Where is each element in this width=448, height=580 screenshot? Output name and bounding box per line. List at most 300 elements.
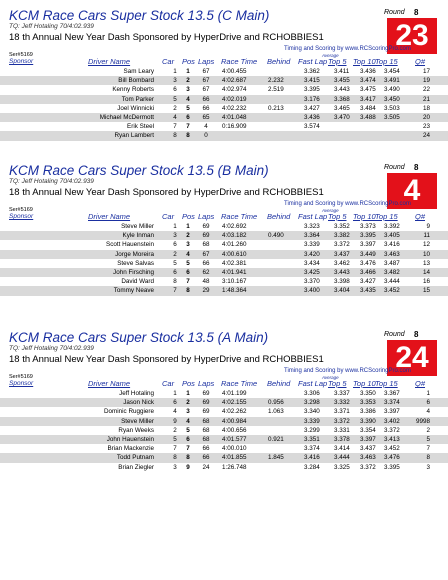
top10-average: 3.397 [360,435,376,443]
position: 3 [186,408,190,416]
car-number: 6 [173,399,177,407]
position: 2 [186,399,190,407]
results-table [0,389,448,472]
fast-lap: 3.574 [304,123,320,131]
fast-lap: 3.362 [304,68,320,75]
results-table [0,222,448,296]
race-time: 4:02.687 [222,77,247,85]
qualifying-position: 15 [422,287,430,295]
table-row [0,104,448,113]
table-row [0,444,448,453]
table-row [0,435,448,444]
laps: 68 [202,417,210,425]
race-time: 4:01.855 [222,454,247,462]
top10-average: 3.386 [360,408,376,416]
laps: 66 [202,445,210,453]
top10-average: 3.476 [360,259,376,267]
top15-average: 3.452 [384,445,400,453]
behind: 1.063 [268,408,284,416]
qualifying-position: 7 [426,445,430,453]
header-fast-lap: Fast Lap [298,212,328,221]
driver-name: Scott Hauenstein [106,241,154,249]
timing-credit-link[interactable]: Timing and Scoring by www.RCScoringPro.com [284,46,411,52]
table-row [0,286,448,295]
header-top15: Top 15 [375,212,398,221]
results-table [0,67,448,141]
car-number: 4 [173,408,177,416]
top10-average: 3.395 [360,232,376,240]
top5-average: 3.470 [334,113,350,121]
fast-lap: 3.370 [304,278,320,286]
laps: 62 [202,268,210,276]
laps: 69 [202,390,210,397]
header-fast-lap: Fast Lap [298,379,328,388]
car-number: 5 [173,95,177,103]
laps: 48 [202,278,210,286]
top15-average: 3.402 [384,417,400,425]
behind: 0.956 [268,399,284,407]
top15-average: 3.416 [384,241,400,249]
top15-average: 3.372 [384,426,400,434]
race-section [0,8,448,168]
top10-average: 3.463 [360,454,376,462]
race-time: 4:00.610 [222,250,247,258]
table-row [0,122,448,131]
driver-name: Steve Miller [121,417,154,425]
car-number: 2 [173,104,177,112]
qualifying-position: 10 [422,250,430,258]
heat-number-badge: 23 [387,18,437,54]
qualifying-position: 9 [426,223,430,230]
header-race-time: Race Time [221,212,258,221]
laps: 66 [202,95,210,103]
position: 4 [186,417,190,425]
qualifying-position: 24 [422,132,430,140]
race-time: 1:26.748 [222,463,247,471]
table-row [0,277,448,286]
top10-average: 3.437 [360,445,376,453]
header-top5: Top 5 [328,212,347,221]
car-number: 9 [173,417,177,425]
top15-average: 3.476 [384,454,400,462]
race-time: 4:02.019 [222,95,247,103]
position: 7 [186,445,190,453]
fast-lap: 3.395 [304,86,320,94]
position: 4 [186,250,190,258]
top15-average: 3.490 [384,86,400,94]
table-row [0,95,448,104]
top15-average: 3.450 [384,95,400,103]
round-label: Round [384,164,405,171]
position: 1 [186,223,190,230]
top10-average: 3.417 [360,95,376,103]
laps: 67 [202,77,210,85]
header-sponsor: Sponsor [9,58,34,65]
laps: 68 [202,435,210,443]
top5-average: 3.331 [334,426,350,434]
top5-average: 3.444 [334,454,350,462]
qualifying-position: 6 [426,399,430,407]
top10-average: 3.484 [360,104,376,112]
laps: 0 [204,132,208,140]
race-time: 4:03.182 [222,232,247,240]
race-section [0,330,448,570]
car-number: 3 [173,463,177,471]
header-driver: Driver Name [88,57,131,66]
table-row [0,85,448,94]
race-time: 4:02.381 [222,259,247,267]
driver-name: Dominic Ruggiere [103,408,154,416]
top15-average: 3.374 [384,399,400,407]
car-number: 3 [173,232,177,240]
position: 1 [186,390,190,397]
top5-average: 3.382 [334,232,350,240]
timing-credit-link[interactable]: Timing and Scoring by www.RCScoringPro.com [284,201,411,207]
qualifying-position: 8 [426,454,430,462]
header-q: Q# [415,57,426,66]
table-row [0,463,448,472]
qualifying-position: 20 [422,113,430,121]
round-label: Round [384,9,405,16]
fast-lap: 3.339 [304,417,320,425]
driver-name: Brian Ziegler [118,463,154,471]
top10-average: 3.436 [360,68,376,75]
top15-average: 3.487 [384,259,400,267]
fast-lap: 3.434 [304,259,320,267]
qualifying-position: 14 [422,268,430,276]
driver-name: Joel Winnicki [117,104,154,112]
car-number: 2 [173,250,177,258]
laps: 67 [202,68,210,75]
header-top15: Top 15 [375,57,398,66]
top10-average: 3.449 [360,250,376,258]
table-row [0,76,448,85]
car-number: 6 [173,86,177,94]
header-race-time: Race Time [221,57,258,66]
qualifying-position: 23 [422,123,430,131]
top5-average: 3.398 [334,278,350,286]
round-number: 8 [414,330,419,339]
header-laps: Laps [198,57,215,66]
car-number: 2 [173,426,177,434]
table-row [0,131,448,140]
top10-average: 3.474 [360,77,376,85]
header-top10: Top 10 [353,57,376,66]
top15-average: 3.405 [384,232,400,240]
qualifying-position: 13 [422,259,430,267]
race-time: 4:00.984 [222,417,247,425]
laps: 69 [202,408,210,416]
car-number: 7 [173,445,177,453]
top15-average: 3.397 [384,408,400,416]
position: 6 [186,113,190,121]
header-top10: Top 10 [353,379,376,388]
fast-lap: 3.298 [304,399,320,407]
header-sponsor: Sponsor [9,380,34,387]
driver-name: Kyle Inman [122,232,154,240]
top5-average: 3.368 [334,95,350,103]
header-laps: Laps [198,212,215,221]
position: 2 [186,77,190,85]
car-number: 3 [173,77,177,85]
top5-average: 3.414 [334,445,350,453]
behind: 0.921 [268,435,284,443]
race-time: 0:16.909 [222,123,247,131]
laps: 66 [202,259,210,267]
fast-lap: 3.351 [304,435,320,443]
position: 4 [186,95,190,103]
header-car: Car [162,57,175,66]
car-number: 1 [173,223,177,230]
event-name: 18 th Annual New Year Dash Sponsored by HyperDrive and RCHOBBIES1 [9,32,324,43]
car-number: 7 [173,287,177,295]
round-label: Round [384,331,405,338]
position: 8 [186,454,190,462]
fast-lap: 3.416 [304,454,320,462]
top15-average: 3.392 [384,223,400,230]
laps: 66 [202,454,210,462]
table-row [0,222,448,231]
serial-number: Ser#5169 [9,52,33,58]
header-car: Car [162,212,175,221]
header-car: Car [162,379,175,388]
behind: 1.845 [268,454,284,462]
qualifying-position: 18 [422,104,430,112]
table-row [0,231,448,240]
top10-average: 3.354 [360,426,376,434]
race-time: 4:02.155 [222,399,247,407]
top5-average: 3.462 [334,259,350,267]
serial-number: Ser#5169 [9,207,33,213]
round-number: 8 [414,8,419,17]
qualifying-position: 3 [426,463,430,471]
top5-average: 3.352 [334,223,350,230]
fast-lap: 3.400 [304,287,320,295]
top15-average: 3.463 [384,250,400,258]
race-time: 4:02.974 [222,86,247,94]
qualifying-position: 22 [422,86,430,94]
top10-average: 3.373 [360,223,376,230]
behind: 2.519 [268,86,284,94]
laps: 4 [204,123,208,131]
race-title: KCM Race Cars Super Stock 13.5 (C Main) [9,8,270,23]
fast-lap: 3.425 [304,268,320,276]
qualifying-position: 21 [422,95,430,103]
position: 7 [186,123,190,131]
header-average: Average [322,375,339,380]
race-time: 3:10.167 [222,278,247,286]
driver-name: Erik Steel [127,123,154,131]
driver-name: Bill Bombard [118,77,154,85]
top5-average: 3.325 [334,463,350,471]
laps: 29 [202,287,210,295]
laps: 69 [202,232,210,240]
race-time: 4:01.048 [222,113,247,121]
race-time: 4:01.199 [222,390,247,397]
fast-lap: 3.323 [304,223,320,230]
table-row [0,398,448,407]
laps: 68 [202,426,210,434]
position: 6 [186,435,190,443]
table-row [0,259,448,268]
fast-lap: 3.364 [304,232,320,240]
race-time: 4:01.260 [222,241,247,249]
header-average: Average [322,53,339,58]
table-row [0,417,448,426]
top10-average: 3.427 [360,278,376,286]
laps: 69 [202,223,210,230]
top15-average: 3.413 [384,435,400,443]
top10-average: 3.488 [360,113,376,121]
fast-lap: 3.427 [304,104,320,112]
header-top5: Top 5 [328,379,347,388]
qualifying-position: 5 [426,435,430,443]
header-pos: Pos [182,57,195,66]
driver-name: Ryan Lambert [114,132,154,140]
table-row [0,67,448,76]
fast-lap: 3.284 [304,463,320,471]
table-row [0,389,448,398]
header-behind: Behind [267,379,291,388]
timing-credit-link[interactable]: Timing and Scoring by www.RCScoringPro.com [284,368,411,374]
fast-lap: 3.420 [304,250,320,258]
driver-name: Tom Parker [121,95,154,103]
tq-line: TQ: Jeff Hotaling 70/4:02.939 [9,345,94,352]
top10-average: 3.397 [360,241,376,249]
race-time: 4:01.577 [222,435,247,443]
top15-average: 3.444 [384,278,400,286]
position: 7 [186,278,190,286]
laps: 24 [202,463,210,471]
driver-name: Sam Leary [123,68,154,75]
table-row [0,113,448,122]
position: 3 [186,241,190,249]
laps: 67 [202,86,210,94]
tq-line: TQ: Jeff Hotaling 70/4:02.939 [9,178,94,185]
header-race-time: Race Time [221,379,258,388]
fast-lap: 3.374 [304,445,320,453]
qualifying-position: 4 [426,408,430,416]
header-top10: Top 10 [353,212,376,221]
behind: 0.213 [268,104,284,112]
qualifying-position: 12 [422,241,430,249]
round-number: 8 [414,163,419,172]
qualifying-position: 19 [422,77,430,85]
driver-name: Steve Salvas [117,259,154,267]
top10-average: 3.372 [360,463,376,471]
fast-lap: 3.306 [304,390,320,397]
top10-average: 3.353 [360,399,376,407]
laps: 68 [202,241,210,249]
header-top15: Top 15 [375,379,398,388]
top10-average: 3.435 [360,287,376,295]
race-time: 4:00.455 [222,68,247,75]
heat-number-badge: 4 [387,173,437,209]
top5-average: 3.337 [334,390,350,397]
qualifying-position: 1 [426,390,430,397]
driver-name: Jeff Hotaling [119,390,154,397]
behind: 0.490 [268,232,284,240]
position: 5 [186,426,190,434]
position: 3 [186,86,190,94]
race-title: KCM Race Cars Super Stock 13.5 (B Main) [9,163,269,178]
table-row [0,240,448,249]
top10-average: 3.390 [360,417,376,425]
header-pos: Pos [182,379,195,388]
driver-name: Michael McDermott [99,113,154,121]
race-time: 4:00.010 [222,445,247,453]
table-row [0,268,448,277]
top15-average: 3.395 [384,463,400,471]
top5-average: 3.404 [334,287,350,295]
fast-lap: 3.340 [304,408,320,416]
top15-average: 3.454 [384,68,400,75]
driver-name: Ryan Weeks [118,426,154,434]
race-title: KCM Race Cars Super Stock 13.5 (A Main) [9,330,269,345]
position: 6 [186,268,190,276]
car-number: 6 [173,268,177,276]
car-number: 1 [173,68,177,75]
car-number: 7 [173,123,177,131]
heat-number-badge: 24 [387,340,437,376]
header-driver: Driver Name [88,379,131,388]
event-name: 18 th Annual New Year Dash Sponsored by HyperDrive and RCHOBBIES1 [9,187,324,198]
header-fast-lap: Fast Lap [298,57,328,66]
qualifying-position: 17 [422,68,430,75]
driver-name: Todd Putnam [116,454,154,462]
top5-average: 3.371 [334,408,350,416]
top5-average: 3.443 [334,86,350,94]
table-row [0,250,448,259]
header-laps: Laps [198,379,215,388]
behind: 2.232 [268,77,284,85]
race-time: 4:01.941 [222,268,247,276]
position: 2 [186,232,190,240]
car-number: 5 [173,435,177,443]
table-row [0,407,448,416]
car-number: 8 [173,278,177,286]
top15-average: 3.503 [384,104,400,112]
race-time: 4:02.262 [222,408,247,416]
qualifying-position: 2 [426,426,430,434]
top5-average: 3.372 [334,241,350,249]
header-driver: Driver Name [88,212,131,221]
top5-average: 3.332 [334,399,350,407]
top10-average: 3.350 [360,390,376,397]
position: 8 [186,287,190,295]
car-number: 1 [173,390,177,397]
header-top5: Top 5 [328,57,347,66]
race-time: 4:00.656 [222,426,247,434]
table-row [0,426,448,435]
car-number: 4 [173,113,177,121]
top10-average: 3.475 [360,86,376,94]
position: 5 [186,259,190,267]
header-behind: Behind [267,212,291,221]
car-number: 8 [173,454,177,462]
top5-average: 3.411 [334,68,350,75]
driver-name: Steve Miller [121,223,154,230]
top15-average: 3.452 [384,287,400,295]
driver-name: Kenny Roberts [112,86,154,94]
laps: 66 [202,104,210,112]
race-time: 1:48.364 [222,287,247,295]
header-q: Q# [415,379,426,388]
qualifying-position: 11 [423,232,430,240]
race-section [0,163,448,323]
car-number: 8 [173,132,177,140]
top5-average: 3.372 [334,417,350,425]
